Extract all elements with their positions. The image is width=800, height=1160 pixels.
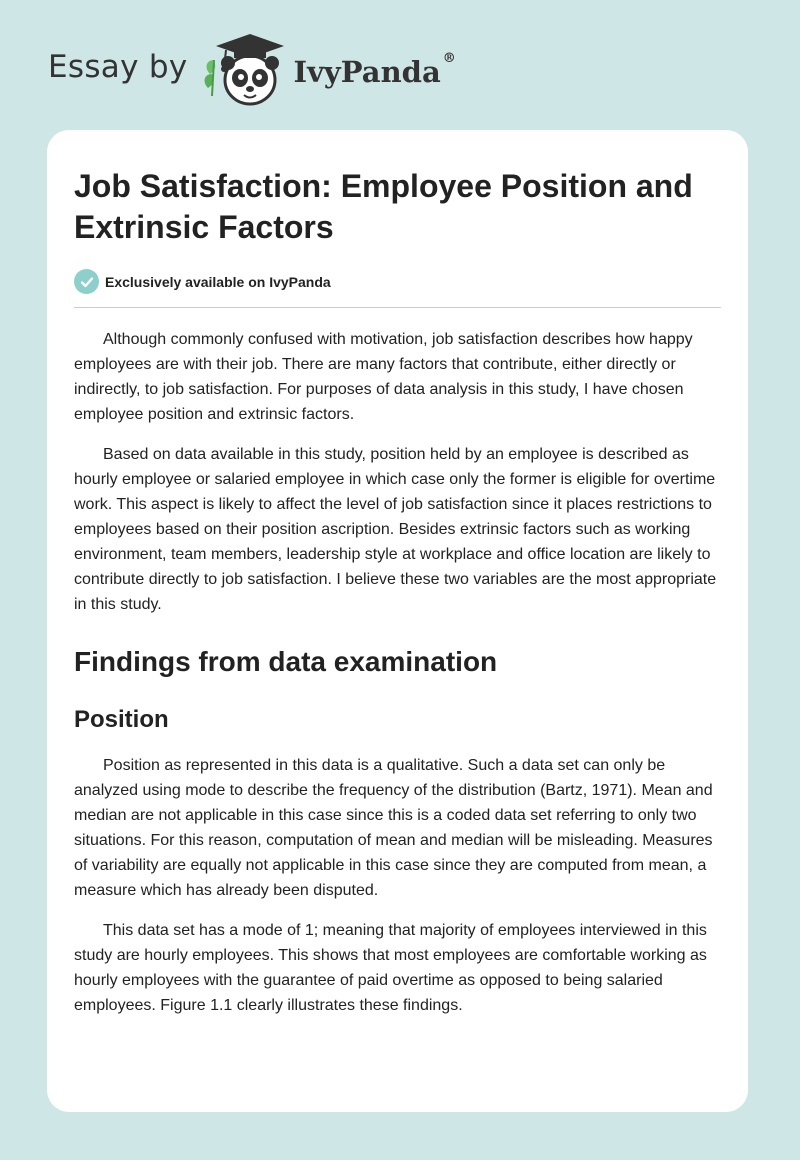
- check-circle-icon: [74, 269, 99, 294]
- site-header: [48, 30, 456, 110]
- paragraph-intro: Although commonly confused with motivation, job satisfaction describes how happy employees are with their job. There are many factors that contribute, either directly or indirectly, to job satisfaction. For purposes of data analysis in this study, I have chosen employee position and extrinsic factors.: [74, 331, 693, 423]
- exclusive-badge: [74, 269, 721, 308]
- paragraph-variables: Based on data available in this study, position held by an employee is described as hourly employee or salaried employee in which case only the former is eligible for overtime work. This aspect is likely to affect the level of job satisfaction since it places restrictions to employees based on their position ascription. Besides extrinsic factors such as working environment, team members, leadership style at workplace and office location are likely to contribute directly to job satisfaction. I believe these two variables are the most appropriate in this study.: [74, 446, 717, 613]
- essay-card: [47, 130, 748, 1112]
- registered-mark: ®: [442, 51, 456, 66]
- section-heading-findings: Findings from data examination: [74, 646, 498, 677]
- essay-by-label: Essay by: [48, 49, 188, 85]
- badge-text: Exclusively available on IvyPanda: [105, 273, 331, 290]
- brand-name-text: IvyPanda: [293, 55, 441, 89]
- ivypanda-brand[interactable]: [293, 51, 456, 89]
- subsection-heading-position: Position: [74, 706, 169, 733]
- paragraph-position-mode: This data set has a mode of 1; meaning that majority of employees interviewed in this study are hourly employees. This shows that most employees are comfortable working as hourly employees with the guarantee of paid overtime as opposed to being salaried employees. Figure 1.1 clearly illustrates these findings.: [74, 922, 707, 1014]
- page-title: Job Satisfaction: Employee Position and Extrinsic Factors: [74, 168, 693, 245]
- paragraph-position-analysis: Position as represented in this data is a qualitative. Such a data set can only be analyzed using mode to describe the frequency of the distribution (Bartz, 1971). Mean and median are not applicable in this case since this is a coded data set referring to only two situations. For this reason, computation of mean and median will be misleading. Measures of variability are equally not applicable in this case since they are computed from mean, a measure which has already been disputed.: [74, 757, 713, 899]
- panda-graduate-icon: [202, 30, 292, 110]
